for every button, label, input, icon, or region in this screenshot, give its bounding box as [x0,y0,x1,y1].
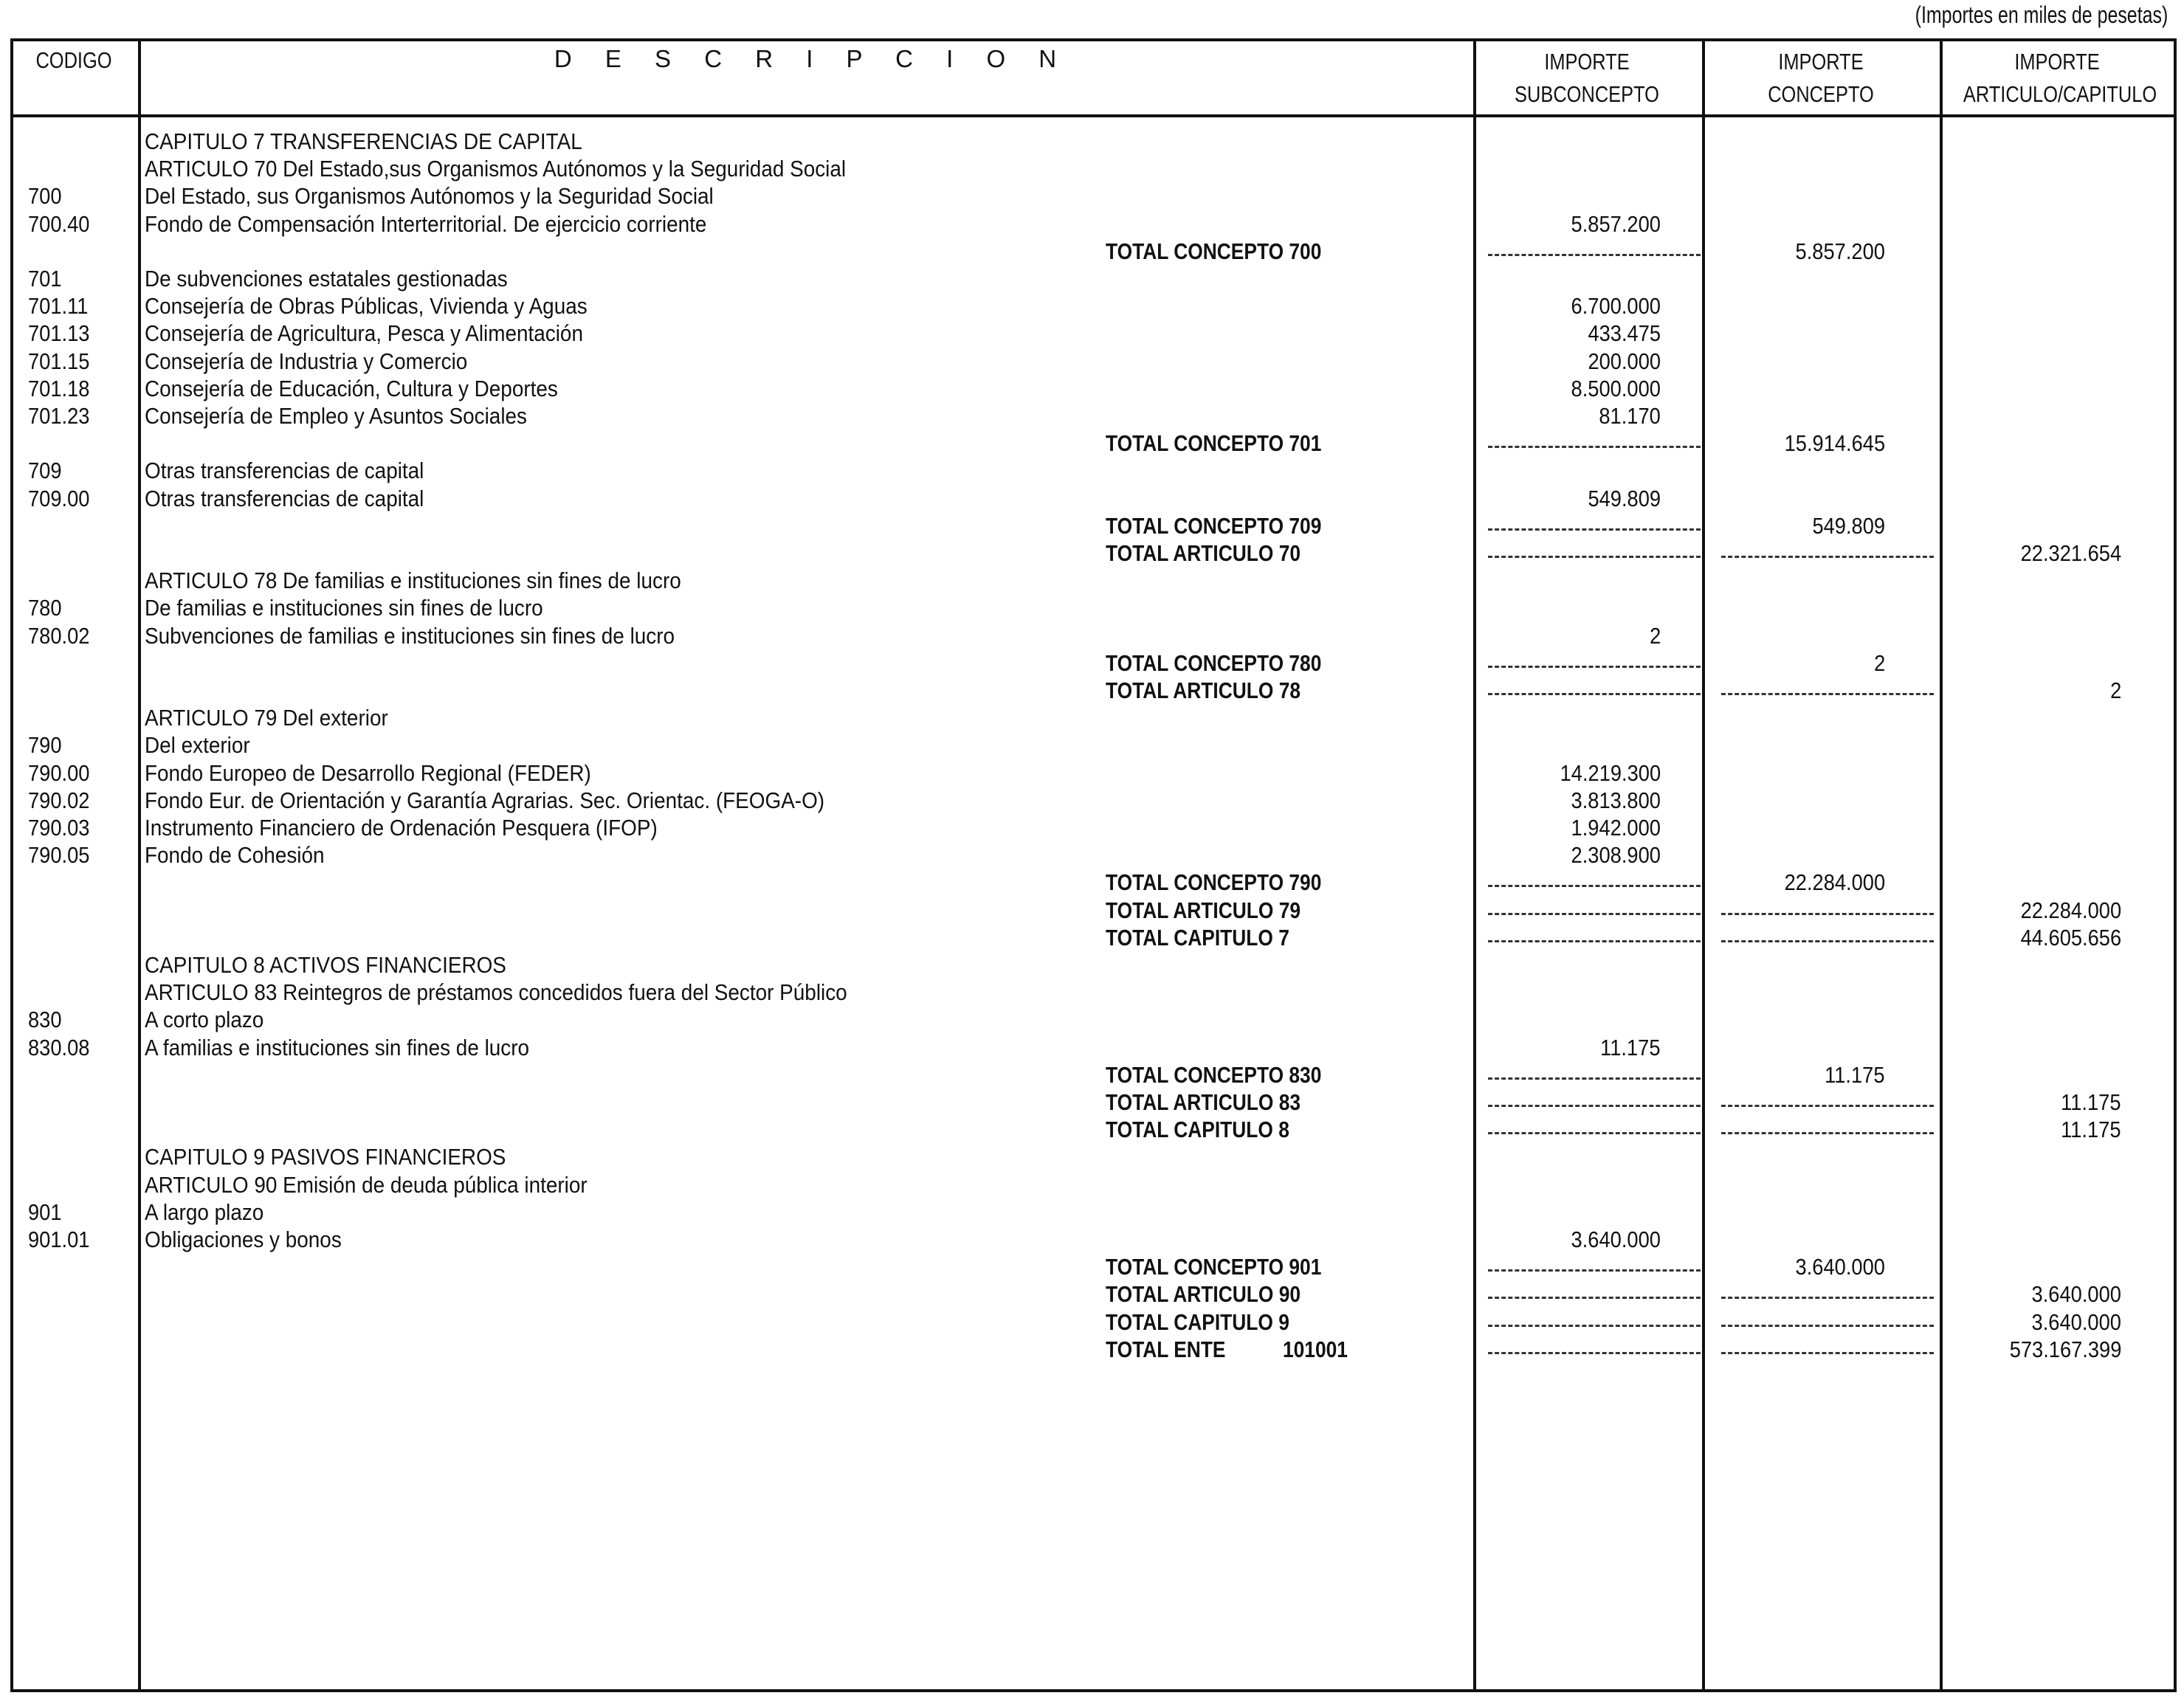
importe-subconcepto-value: 2 [1649,622,1661,649]
row-code-cell [28,787,125,814]
importe-subconcepto-value: 8.500.000 [1571,375,1661,401]
importe-subconcepto-value: 3.640.000 [1571,1227,1661,1252]
total-row [0,924,2184,951]
header-codigo: CODIGO [35,47,112,73]
concepto-dash-rule [1721,1325,1934,1327]
header-concepto-line2: CONCEPTO [1768,81,1874,107]
table-top-rule [10,38,2177,41]
importe-articulo-capitulo-value: 3.640.000 [2031,1281,2121,1308]
row-description: CAPITULO 7 TRANSFERENCIAS DE CAPITAL [145,128,582,154]
row-description: Fondo de Compensación Interterritorial. De ejercicio corriente [145,210,707,237]
total-row [0,1308,2184,1336]
subconcepto-dash-rule [1488,1325,1701,1327]
row-description: De familias e instituciones sin fines de lucro [145,595,543,621]
row-description: Consejería de Educación, Cultura y Deportes [145,375,558,401]
table-row [0,814,2184,841]
table-bottom-rule [10,1689,2177,1692]
total-row [0,539,2184,567]
row-description: Otras transferencias de capital [145,485,424,511]
importe-articulo-capitulo-value: 2 [2109,677,2121,703]
row-code-cell [28,731,125,759]
subconcepto-dash-rule [1488,556,1701,558]
total-row [0,649,2184,677]
row-description: Instrumento Financiero de Ordenación Pesquera (IFOP) [145,815,658,841]
header-concepto-line1: IMPORTE [1778,49,1864,75]
table-row [0,402,2184,430]
total-row [0,1280,2184,1308]
importe-subconcepto-value: 5.857.200 [1571,210,1661,237]
table-row [0,731,2184,759]
row-code: 901.01 [28,1227,90,1252]
importe-subconcepto-value: 2.308.900 [1571,842,1661,869]
row-description: A largo plazo [145,1198,264,1225]
importe-subconcepto-value: 549.809 [1588,485,1661,511]
row-description: ARTICULO 78 De familias e instituciones sin fines de lucro [145,568,681,594]
row-code-cell [28,759,125,787]
row-description: Del Estado, sus Organismos Autónomos y la Seguridad Social [145,183,714,210]
total-row [0,430,2184,457]
total-label: TOTAL CONCEPTO 901 [1106,1254,1322,1280]
row-description: Consejería de Agricultura, Pesca y Alimentación [145,320,583,347]
row-description: Fondo de Cohesión [145,842,325,869]
table-row [0,1143,2184,1170]
importe-subconcepto-value: 14.219.300 [1560,759,1661,786]
subconcepto-dash-rule [1488,913,1701,915]
row-code: 790.02 [28,787,90,813]
total-label: TOTAL CAPITULO 9 [1106,1308,1289,1335]
total-row [0,1089,2184,1116]
subconcepto-dash-rule [1488,666,1701,668]
header-importe-concepto [1726,46,1915,111]
row-code: 701.11 [28,293,89,320]
table-row [0,1006,2184,1033]
row-code: 790.05 [28,842,90,869]
row-code-cell [28,1226,125,1253]
row-description: ARTICULO 70 Del Estado,sus Organismos Autónomos y la Seguridad Social [145,156,847,182]
row-description: A corto plazo [145,1007,264,1033]
subconcepto-dash-rule [1488,528,1701,531]
row-code-cell [28,594,125,621]
total-label: TOTAL ARTICULO 90 [1106,1281,1301,1308]
importe-subconcepto-value: 11.175 [1600,1034,1661,1060]
table-row [0,704,2184,731]
importe-concepto-value: 11.175 [1825,1061,1885,1088]
total-label: TOTAL CONCEPTO 709 [1106,512,1322,539]
importe-concepto-value: 5.857.200 [1795,238,1885,264]
row-code-cell [28,292,125,320]
subconcepto-dash-rule [1488,885,1701,887]
importe-articulo-capitulo-value: 3.640.000 [2031,1308,2121,1335]
table-row [0,622,2184,649]
header-articulo-line1: IMPORTE [2014,49,2100,75]
total-row [0,1253,2184,1280]
row-description: A familias e instituciones sin fines de lucro [145,1034,530,1060]
row-code: 701 [28,266,62,292]
table-row [0,1171,2184,1198]
row-description: De subvenciones estatales gestionadas [145,266,508,292]
table-row [0,155,2184,182]
row-description: ARTICULO 79 Del exterior [145,705,388,731]
importe-articulo-capitulo-value: 44.605.656 [2020,924,2121,951]
header-bottom-rule [10,114,2177,117]
importe-articulo-capitulo-value: 573.167.399 [2009,1336,2121,1362]
total-label: TOTAL CAPITULO 7 [1106,924,1289,951]
row-code-cell [28,402,125,430]
row-description: Consejería de Industria y Comercio [145,348,468,374]
table-row [0,375,2184,402]
total-row [0,869,2184,896]
subconcepto-dash-rule [1488,1077,1701,1080]
row-code-cell [28,375,125,402]
importe-concepto-value: 2 [1873,649,1885,676]
row-code: 701.18 [28,375,90,401]
total-row [0,897,2184,924]
concepto-dash-rule [1721,693,1934,695]
importe-subconcepto-value: 200.000 [1588,348,1661,374]
concepto-dash-rule [1721,556,1934,558]
total-label: TOTAL ARTICULO 70 [1106,540,1301,566]
table-row [0,1198,2184,1226]
header-descripcion: D E S C R I P C I O N [554,45,1070,72]
importe-subconcepto-value: 433.475 [1588,320,1661,347]
subconcepto-dash-rule [1488,1352,1701,1354]
table-row [0,128,2184,155]
total-row [0,1116,2184,1143]
row-description: Otras transferencias de capital [145,458,424,484]
row-code: 709.00 [28,485,90,511]
row-description: Subvenciones de familias e instituciones sin fines de lucro [145,622,675,649]
subconcepto-dash-rule [1488,693,1701,695]
table-row [0,759,2184,787]
subconcepto-dash-rule [1488,1132,1701,1134]
row-code-cell [28,210,125,238]
subconcepto-dash-rule [1488,446,1701,448]
subconcepto-dash-rule [1488,254,1701,256]
importe-subconcepto-value: 81.170 [1599,403,1661,429]
row-description: Del exterior [145,732,250,759]
table-row [0,457,2184,484]
row-code: 790 [28,732,62,759]
row-description: Fondo Europeo de Desarrollo Regional (FEDER) [145,759,591,786]
row-code: 701.15 [28,348,90,374]
total-label: TOTAL ARTICULO 78 [1106,677,1301,703]
row-code-cell [28,1034,125,1061]
total-row [0,238,2184,265]
importe-concepto-value: 22.284.000 [1784,869,1885,896]
table-row [0,1034,2184,1061]
row-description: CAPITULO 8 ACTIVOS FINANCIEROS [145,952,506,978]
total-label: TOTAL CAPITULO 8 [1106,1117,1289,1143]
table-row [0,951,2184,979]
importe-subconcepto-value: 3.813.800 [1571,787,1661,813]
row-description: Consejería de Obras Públicas, Vivienda y Aguas [145,293,588,320]
table-row [0,1226,2184,1253]
subconcepto-dash-rule [1488,1269,1701,1272]
concepto-dash-rule [1721,1297,1934,1299]
row-code-cell [28,320,125,347]
header-subconcepto-line1: IMPORTE [1544,49,1630,75]
total-label: TOTAL CONCEPTO 780 [1106,649,1322,676]
row-code: 780 [28,595,62,621]
importe-concepto-value: 549.809 [1812,512,1885,539]
row-description: ARTICULO 90 Emisión de deuda pública interior [145,1171,588,1198]
header-importe-subconcepto [1496,46,1678,111]
row-code-cell [28,622,125,649]
importe-articulo-capitulo-value: 11.175 [2061,1089,2121,1115]
total-ente-number: 101001 [1283,1336,1348,1362]
table-row [0,841,2184,869]
row-code-cell [28,1006,125,1033]
row-code-cell [28,485,125,512]
importe-concepto-value: 15.914.645 [1784,430,1885,457]
importe-articulo-capitulo-value: 11.175 [2061,1117,2121,1143]
row-code: 780.02 [28,622,90,649]
total-label: TOTAL CONCEPTO 700 [1106,238,1322,264]
row-code-cell [28,182,125,210]
total-row [0,1061,2184,1089]
row-code: 790.03 [28,815,90,841]
subconcepto-dash-rule [1488,1105,1701,1107]
subconcepto-dash-rule [1488,940,1701,942]
importe-articulo-capitulo-value: 22.284.000 [2020,897,2121,923]
header-articulo-line2: ARTICULO/CAPITULO [1963,81,2157,107]
row-code-cell [28,841,125,869]
row-code-cell [28,814,125,841]
row-description: Fondo Eur. de Orientación y Garantía Agrarias. Sec. Orientac. (FEOGA-O) [145,787,825,813]
row-code: 701.13 [28,320,90,347]
row-code: 700.40 [28,210,90,237]
table-row [0,594,2184,621]
table-row [0,567,2184,594]
concepto-dash-rule [1721,1352,1934,1354]
row-code: 790.00 [28,759,90,786]
row-description: Obligaciones y bonos [145,1227,342,1252]
total-label: TOTAL ARTICULO 83 [1106,1089,1301,1115]
total-label: TOTAL ARTICULO 79 [1106,897,1301,923]
total-label: TOTAL CONCEPTO 701 [1106,430,1322,457]
importe-concepto-value: 3.640.000 [1795,1254,1885,1280]
table-row [0,485,2184,512]
row-description: Consejería de Empleo y Asuntos Sociales [145,403,527,429]
table-row [0,787,2184,814]
amounts-unit-note: (Importes en miles de pesetas) [1915,1,2168,28]
header-subconcepto-line2: SUBCONCEPTO [1515,81,1659,107]
row-description: CAPITULO 9 PASIVOS FINANCIEROS [145,1144,506,1170]
row-code-cell [28,1198,125,1226]
table-row [0,292,2184,320]
row-code-cell [28,457,125,484]
total-row [0,677,2184,704]
importe-subconcepto-value: 1.942.000 [1571,815,1661,841]
total-label: TOTAL CONCEPTO 830 [1106,1061,1322,1088]
concepto-dash-rule [1721,1132,1934,1134]
row-code-cell [28,265,125,292]
concepto-dash-rule [1721,940,1934,942]
table-row [0,210,2184,238]
row-code: 709 [28,458,62,484]
row-code: 830 [28,1007,62,1033]
total-label: TOTAL CONCEPTO 790 [1106,869,1322,896]
row-description: ARTICULO 83 Reintegros de préstamos concedidos fuera del Sector Público [145,979,847,1006]
header-importe-articulo-capitulo [1963,46,2157,111]
row-code: 830.08 [28,1034,90,1060]
concepto-dash-rule [1721,913,1934,915]
row-code: 701.23 [28,403,90,429]
table-row [0,979,2184,1006]
subconcepto-dash-rule [1488,1297,1701,1299]
importe-articulo-capitulo-value: 22.321.654 [2020,540,2121,566]
row-code-cell [28,348,125,375]
table-row [0,182,2184,210]
table-row [0,320,2184,347]
importe-subconcepto-value: 6.700.000 [1571,293,1661,320]
total-row [0,512,2184,539]
total-label: TOTAL ENTE [1106,1336,1226,1362]
row-code: 700 [28,183,62,210]
table-row [0,265,2184,292]
concepto-dash-rule [1721,1105,1934,1107]
row-code: 901 [28,1198,62,1225]
total-row [0,1336,2184,1363]
table-row [0,348,2184,375]
